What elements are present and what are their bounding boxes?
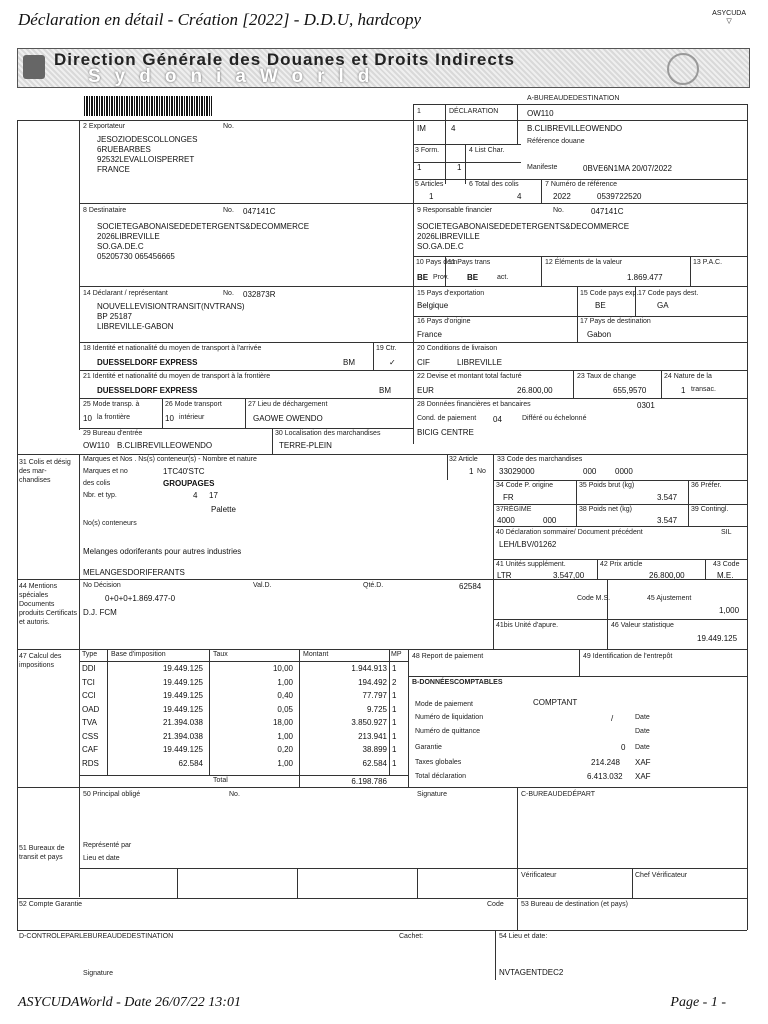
code43-label: 43 Code	[713, 561, 740, 568]
taxes-globales-label: Taxes globales	[415, 759, 462, 766]
transport-arrival-flag: BM	[343, 358, 355, 367]
tax-cell-mp: 1	[392, 758, 397, 768]
tax-row	[79, 678, 408, 690]
currency-amount: 26.800,00	[517, 386, 553, 395]
financial-data-label: 28 Données financières et bancaires	[417, 401, 531, 408]
regime-label: 37RÉGIME	[496, 506, 532, 513]
declarant-addr1: BP 25187	[97, 312, 132, 321]
goods-label: 31 Colis et désig des mar-chandises	[19, 459, 71, 484]
marks-label: Marques et Nos . Ns(s) conteneur(s) - Nombre et nature	[83, 456, 257, 463]
tax-cell-type: RDS	[82, 758, 99, 768]
garantie-value: 0	[621, 743, 626, 752]
form-label: 3 Form.	[415, 147, 440, 154]
tax-head-taux: Taux	[213, 651, 228, 658]
mentions-line-2: D.J. FCM	[83, 608, 117, 617]
tax-cell-type: CAF	[82, 745, 98, 754]
financial-data-value: 0301	[637, 401, 655, 410]
tax-cell-montant: 9.725	[366, 704, 387, 714]
item-price-label: 42 Prix article	[600, 561, 643, 568]
origin-code-value: FR	[503, 493, 514, 502]
consignee-name: SOCIETEGABONAISEDEDETERGENTS&DECOMMERCE	[97, 222, 310, 231]
tax-table	[79, 649, 408, 787]
currency-code: EUR	[417, 386, 434, 395]
tax-total-label: Total	[213, 777, 228, 784]
footer-page: Page - 1 -	[670, 995, 726, 1010]
marks-no-label: Marques et no	[83, 468, 128, 475]
gross-weight-label: 35 Poids brut (kg)	[579, 482, 635, 489]
code-pays-exp-label: 15 Code pays exp.	[580, 290, 639, 297]
financial-name: SOCIETEGABONAISEDEDETERGENTS&DECOMMERCE	[417, 222, 630, 231]
globe-icon	[667, 53, 699, 85]
exporter-label: 2 Exportateur	[83, 123, 126, 130]
tax-cell-taux: 1,00	[277, 758, 293, 768]
cond-paiement-value: 04	[493, 415, 502, 424]
ref-num-label: 7 Numéro de référence	[545, 181, 617, 188]
office-entry-name: B.CLIBREVILLEOWENDO	[117, 441, 213, 450]
box-a-label: A-BUREAUDEDESTINATION	[527, 95, 620, 102]
stat-value-label: 46 Valeur statistique	[611, 622, 674, 629]
mode-int-label: 26 Mode transport	[165, 401, 222, 408]
mode-int-value: 10	[165, 414, 174, 423]
tax-cell-base: 19.449.125	[162, 691, 203, 700]
total-colis-value: 4	[517, 192, 522, 201]
quittance-label: Numéro de quittance	[415, 728, 480, 735]
tax-cell-mp: 1	[392, 745, 397, 754]
form-v1: 1	[417, 163, 422, 172]
tax-cell-montant: 1.944.913	[351, 664, 387, 673]
bureau-destination-label: 53 Bureau de destination (et pays)	[521, 901, 629, 908]
report-paiement-label: 48 Report de paiement	[412, 653, 484, 660]
asycuda-logo: ASYCUDA ▽	[712, 10, 746, 25]
liquidation-label: Numéro de liquidation	[415, 714, 484, 721]
exporter-name: JESOZIODESCOLLONGES	[97, 135, 198, 144]
declarant-label: 14 Déclarant / représentant	[83, 290, 168, 297]
mentions-label: 44 Mentions spéciales Documents produits Certificats et autoris.	[19, 583, 77, 626]
principal-signature-label: Signature	[417, 791, 447, 798]
act-label: act.	[497, 274, 509, 281]
prev-doc-label: 40 Déclaration sommaire/ Document précédent	[496, 529, 643, 536]
decl-type: IM	[417, 124, 426, 133]
prev-doc-value: LEH/LBV/01262	[499, 540, 557, 549]
mentions-line-1: 0+0+0+1.869.477-0	[105, 594, 176, 603]
tax-row	[79, 664, 408, 676]
b-donnees-label: B-DONNÉESCOMPTABLES	[412, 679, 503, 686]
declarant-no: 032873R	[243, 290, 276, 299]
article-value: 1	[469, 467, 474, 476]
tax-cell-montant: 194.492	[358, 677, 387, 687]
pays-trans-label: 11 Pays trans	[448, 259, 491, 266]
tax-cell-mp: 1	[392, 731, 397, 741]
declarant-name: NOUVELLEVISIONTRANSIT(NVTRANS)	[97, 302, 245, 311]
mode-paiement-label: Mode de paiement	[415, 701, 473, 708]
financial-addr2: SO.GA.DE.C	[417, 242, 464, 251]
tax-row	[79, 759, 408, 771]
tax-cell-base: 62.584	[178, 758, 203, 768]
tax-cell-type: TCI	[82, 677, 95, 687]
pays-origine-label: 16 Pays d'origine	[417, 318, 471, 325]
logo-text: ASYCUDA	[712, 10, 746, 17]
tax-cell-type: CSS	[82, 731, 99, 741]
containers-label: No(s) conteneurs	[83, 520, 137, 527]
tax-cell-montant: 38.899	[362, 745, 387, 754]
tax-cell-type: TVA	[82, 718, 97, 727]
decision-label: No Décision	[83, 582, 121, 589]
hs-code-ext2: 0000	[615, 467, 633, 476]
garantie-date-label: Date	[635, 744, 650, 751]
item-price-value: 26.800,00	[649, 571, 685, 580]
exporter-addr2: 92532LEVALLOISPERRET	[97, 155, 195, 164]
nature-value: 1	[681, 386, 686, 395]
financial-no-label: No.	[553, 207, 564, 214]
delivery-code: CIF	[417, 358, 430, 367]
tax-cell-montant: 62.584	[362, 758, 387, 768]
form-v2: 1	[457, 163, 462, 172]
garantie-code-label: Code	[487, 901, 504, 908]
origin-code-label: 34 Code P. origine	[496, 482, 554, 489]
compte-garantie-label: 52 Compte Garantie	[19, 901, 83, 908]
tax-cell-montant: 3.850.927	[351, 718, 387, 727]
sil-label: SIL	[721, 529, 732, 536]
chef-verificateur-label: Chef Vérificateur	[635, 872, 688, 879]
stat-value: 19.449.125	[697, 634, 738, 643]
tax-cell-taux: 0,20	[277, 745, 293, 754]
entrepot-label: 49 Identification de l'entrepôt	[583, 653, 673, 660]
tax-cell-taux: 0,40	[277, 691, 293, 700]
bank-value: BICIG CENTRE	[417, 428, 474, 437]
box-a-office: B.CLIBREVILLEOWENDO	[527, 124, 623, 133]
supp-units-label: 41 Unités supplément.	[496, 561, 566, 568]
cond-paiement-label: Cond. de paiement	[417, 415, 477, 422]
tax-cell-type: DDI	[82, 664, 96, 673]
net-weight-label: 38 Poids net (kg)	[579, 506, 632, 513]
represente-label: Représenté par	[83, 842, 132, 849]
adjustment-label: 45 Ajustement	[647, 595, 692, 602]
list-char-label: 4 List Char.	[469, 147, 505, 154]
pays-trans-value: BE	[467, 273, 479, 282]
tax-cell-mp: 1	[392, 704, 397, 714]
tax-cell-base: 19.449.125	[162, 704, 203, 714]
principal-label: 50 Principal obligé	[83, 791, 141, 798]
regime-value-2: 000	[543, 516, 557, 525]
financial-no: 047141C	[591, 207, 624, 216]
total-declaration-currency: XAF	[635, 772, 651, 781]
footer-left: ASYCUDAWorld - Date 26/07/22 13:01	[18, 995, 241, 1010]
tax-cell-mp: 1	[392, 718, 397, 727]
prov-label: Prov.	[433, 274, 449, 281]
colis-value: GROUPAGES	[163, 479, 215, 488]
decl-subtype: 4	[451, 124, 456, 133]
transit-label: 51 Bureaux de transit et pays	[19, 845, 65, 861]
articles-label: 5 Articles	[415, 181, 444, 188]
total-declaration-label: Total déclaration	[415, 773, 466, 780]
valeur-value: 1.869.477	[627, 273, 663, 282]
net-weight-value: 3.547	[657, 516, 678, 525]
liquidation-value: /	[611, 714, 614, 723]
tax-row	[79, 691, 408, 703]
delivery-label: 20 Conditions de livraison	[417, 345, 498, 352]
tax-cell-mp: 2	[392, 677, 397, 687]
exporter-no-label: No.	[223, 123, 234, 130]
supp-units-unit: LTR	[497, 571, 512, 580]
tax-cell-base: 21.394.038	[162, 731, 203, 741]
consignee-no: 047141C	[243, 207, 276, 216]
banner-subtitle: SydoniaWorld	[88, 66, 384, 87]
garantie-label: Garantie	[415, 744, 442, 751]
contingent-label: 39 Contingl.	[691, 506, 729, 513]
mode-paiement-value: COMPTANT	[533, 698, 578, 707]
financial-addr1: 2026LIBREVILLE	[417, 232, 480, 241]
tax-cell-taux: 1,00	[277, 677, 293, 687]
code-pays-dest-value: GA	[657, 301, 669, 310]
office-entry-code: OW110	[83, 441, 110, 450]
code-pays-dest-label: 17 Code pays dest.	[638, 290, 699, 297]
nature-label: 24 Nature de la	[664, 373, 712, 380]
lieu-date-label: Lieu et date	[83, 855, 120, 862]
box-a-code: OW110	[527, 109, 554, 118]
palette-value: Palette	[211, 505, 236, 514]
qted-label: Qté.D.	[363, 582, 384, 589]
code43-value: M.E.	[717, 571, 734, 580]
ref-year: 2022	[553, 192, 571, 201]
tax-cell-montant: 77.797	[362, 691, 387, 700]
goods-description: Melanges odoriferants pour autres industries	[83, 547, 242, 556]
taxes-globales-currency: XAF	[635, 758, 651, 767]
consignee-addr1: 2026LIBREVILLE	[97, 232, 160, 241]
tax-cell-base: 21.394.038	[162, 718, 203, 727]
pays-export-value: Belgique	[417, 301, 449, 310]
mode-front-label: 25 Mode transp. à	[83, 401, 140, 408]
tax-row	[79, 718, 408, 730]
tax-cell-taux: 18,00	[272, 718, 293, 727]
tax-cell-base: 19.449.125	[162, 745, 203, 754]
colis-label: des colis	[83, 480, 111, 487]
valeur-label: 12 Éléments de la valeur	[545, 259, 623, 266]
decl-num: 1	[417, 108, 421, 115]
supp-units-value: 3.547,00	[553, 571, 585, 580]
article-no-label: No	[477, 468, 486, 475]
tax-cell-taux: 10,00	[272, 664, 293, 673]
tax-cell-type: OAD	[82, 704, 100, 714]
transport-border-value: DUESSELDORF EXPRESS	[97, 386, 198, 395]
consignee-label: 8 Destinataire	[83, 207, 127, 214]
pays-export-label: 15 Pays d'exportation	[417, 290, 485, 297]
hs-code-value: 33029000	[499, 467, 535, 476]
tax-row	[79, 732, 408, 744]
localisation-value: TERRE-PLEIN	[279, 441, 332, 450]
gross-weight-value: 3.547	[657, 493, 678, 502]
taxes-label: 47 Calcul des impositions	[19, 653, 62, 669]
unit-apure-label: 41bis Unité d'apure.	[496, 622, 559, 629]
tax-row	[79, 705, 408, 717]
regime-value-1: 4000	[497, 516, 515, 525]
header-banner	[17, 48, 750, 88]
liquidation-date-label: Date	[635, 714, 650, 721]
consignee-addr2: SO.GA.DE.C	[97, 242, 144, 251]
c-bureau-label: C-BUREAUDEDÉPART	[521, 791, 596, 798]
consignee-phone: 05205730 065456665	[97, 252, 175, 261]
delivery-place: LIBREVILLE	[457, 358, 502, 367]
tax-head-montant: Montant	[303, 651, 329, 658]
transac-label: transac.	[691, 386, 716, 393]
exporter-addr1: 6RUEBARBES	[97, 145, 151, 154]
nbr-label: Nbr. et typ.	[83, 492, 117, 499]
code-ms-label: Code M.S.	[577, 595, 611, 602]
tax-cell-montant: 213.941	[358, 731, 387, 741]
total-declaration-value: 6.413.032	[587, 772, 623, 781]
tax-cell-taux: 1,00	[277, 731, 293, 741]
ctr-check: ✓	[389, 358, 396, 367]
taxes-globales-value: 214.248	[591, 758, 620, 767]
transport-border-flag: BM	[379, 386, 391, 395]
principal-no-label: No.	[229, 791, 240, 798]
currency-label: 22 Devise et montant total facturé	[417, 373, 522, 380]
declaration-form	[17, 95, 748, 977]
financial-label: 9 Responsable financier	[417, 207, 493, 214]
tax-head-type: Type	[82, 651, 98, 658]
prefer-label: 36 Préfer.	[691, 482, 722, 489]
tax-total-value: 6.198.786	[351, 777, 387, 786]
control-signature-label: Signature	[83, 970, 113, 977]
article-label: 32 Article	[449, 456, 478, 463]
hs-code-label: 33 Code des marchandises	[497, 456, 583, 463]
banner-title: Direction Générale des Douanes et Droits Indirects	[54, 50, 515, 69]
lieu-date-54-label: 54 Lieu et date:	[499, 933, 548, 940]
pays-dern-value: BE	[417, 273, 429, 282]
vald-label: Val.D.	[253, 582, 272, 589]
pays-origine-value: France	[417, 330, 442, 339]
decl-label: DÉCLARATION	[449, 108, 499, 115]
ref-douane-label: Référence douane	[527, 138, 585, 145]
agent-value: NVTAGENTDEC2	[499, 968, 564, 977]
exchange-label: 23 Taux de change	[577, 373, 637, 380]
dechargement-value: GAOWE OWENDO	[253, 414, 323, 423]
d-control-label: D-CONTROLEPARLEBUREAUDEDESTINATION	[19, 933, 174, 940]
pays-dest-label: 17 Pays de destination	[580, 318, 651, 325]
tax-head-mp: MP	[391, 651, 402, 658]
declarant-no-label: No.	[223, 290, 234, 297]
manifest-value: 0BVE6N1MA 20/07/2022	[583, 164, 672, 173]
transport-arrival-value: DUESSELDORF EXPRESS	[97, 358, 198, 367]
ctr-label: 19 Ctr.	[376, 345, 397, 352]
pays-dest-value: Gabon	[587, 330, 612, 339]
transport-border-label: 21 Identité et nationalité du moyen de transport à la frontière	[83, 373, 271, 380]
hs-code-ext1: 000	[583, 467, 597, 476]
ref-number: 0539722520	[597, 192, 642, 201]
pays-dern-label: 10 Pays dern.	[416, 259, 460, 266]
tax-cell-mp: 1	[392, 664, 397, 673]
code-pays-exp-value: BE	[595, 301, 606, 310]
mode-int-text: intérieur	[179, 414, 205, 421]
emblem-icon	[23, 55, 45, 79]
total-colis-label: 6 Total des colis	[469, 181, 519, 188]
articles-value: 1	[429, 192, 434, 201]
quittance-date-label: Date	[635, 728, 650, 735]
office-entry-label: 29 Bureau d'entrée	[83, 430, 143, 437]
differe-label: Différé ou échelonné	[522, 415, 587, 422]
nbr-value-2: 17	[209, 491, 218, 500]
tax-cell-type: CCI	[82, 691, 96, 700]
tax-row	[79, 745, 408, 757]
mode-front-text: la frontière	[97, 414, 131, 421]
goods-description-2: MELANGESDORIFERANTS	[83, 568, 185, 577]
pac-label: 13 P.A.C.	[693, 259, 723, 266]
mode-front-value: 10	[83, 414, 92, 423]
tax-cell-taux: 0,05	[277, 704, 293, 714]
localisation-label: 30 Localisation des marchandises	[275, 430, 381, 437]
transport-arrival-label: 18 Identité et nationalité du moyen de transport à l'arrivée	[83, 345, 262, 352]
exporter-country: FRANCE	[97, 165, 130, 174]
adjustment-value: 1,000	[719, 606, 740, 615]
page-title: Déclaration en détail - Création [2022] - D.D.U, hardcopy	[18, 10, 422, 29]
qted-value: 62584	[459, 582, 482, 591]
tax-cell-base: 19.449.125	[162, 664, 203, 673]
nbr-value-1: 4	[193, 491, 198, 500]
manifest-label: Manifeste	[527, 164, 558, 171]
verificateur-label: Vérificateur	[521, 872, 557, 879]
tax-head-base: Base d'imposition	[111, 651, 166, 658]
cachet-label: Cachet:	[399, 933, 424, 940]
exchange-rate: 655,9570	[613, 386, 647, 395]
dechargement-label: 27 Lieu de déchargement	[248, 401, 328, 408]
marks-value: 1TC40'STC	[163, 467, 205, 476]
consignee-no-label: No.	[223, 207, 234, 214]
declarant-addr2: LIBREVILLE-GABON	[97, 322, 174, 331]
tax-cell-mp: 1	[392, 691, 397, 700]
tax-cell-base: 19.449.125	[162, 677, 203, 687]
